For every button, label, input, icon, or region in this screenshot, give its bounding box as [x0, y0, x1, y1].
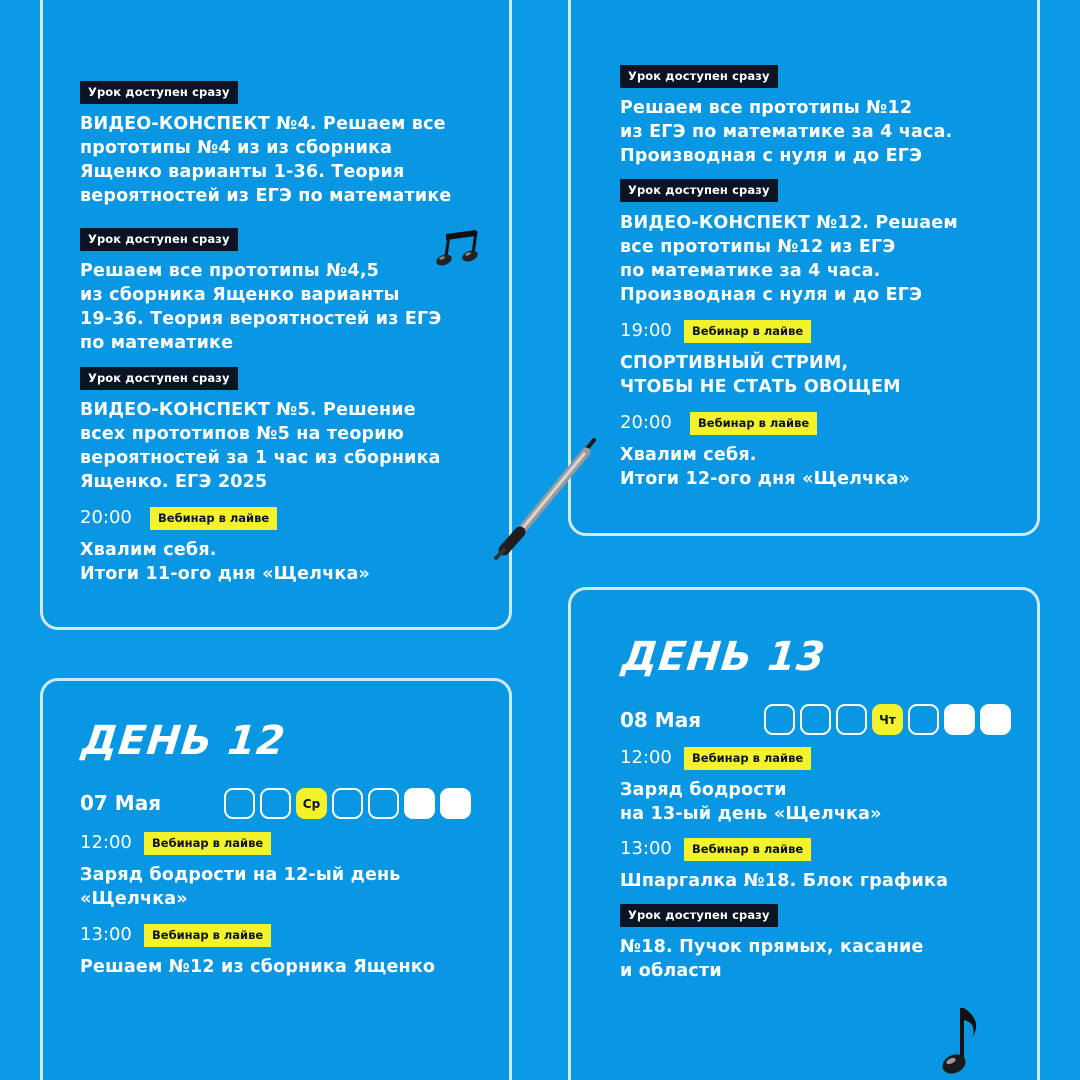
lesson-title — [620, 443, 910, 491]
weekday-box — [368, 788, 399, 819]
badge-available: Урок доступен сразу — [620, 904, 778, 927]
badge-live: Вебинар в лайве — [144, 924, 271, 947]
lesson-title — [80, 863, 401, 911]
title-line: ВИДЕО-КОНСПЕКТ №12. Решаем — [620, 213, 958, 233]
event-time: 12:00 — [80, 832, 132, 853]
title-line: и области — [620, 961, 722, 981]
badge-live: Вебинар в лайве — [150, 507, 277, 530]
title-line: Ященко варианты 1-36. Теория — [80, 162, 405, 182]
event-time: 20:00 — [80, 507, 132, 528]
lesson-title — [620, 351, 901, 399]
title-line: из сборника Ященко варианты — [80, 285, 400, 305]
weekday-box-weekend — [440, 788, 471, 819]
lesson-title — [80, 955, 435, 979]
weekday-box — [764, 704, 795, 735]
title-line: Хвалим себя. — [80, 540, 217, 560]
title-line: всех прототипов №5 на теорию — [80, 424, 404, 444]
weekday-strip — [764, 704, 1011, 735]
lesson-title — [620, 778, 882, 826]
title-line: ВИДЕО-КОНСПЕКТ №5. Решение — [80, 400, 416, 420]
title-line: Производная с нуля и до ЕГЭ — [620, 146, 923, 166]
title-line: Итоги 11-ого дня «Щелчка» — [80, 564, 370, 584]
title-line: Итоги 12-ого дня «Щелчка» — [620, 469, 910, 489]
weekday-box-active: Чт — [872, 704, 903, 735]
lesson-title — [80, 112, 452, 208]
badge-live: Вебинар в лайве — [690, 412, 817, 435]
title-line: ЧТОБЫ НЕ СТАТЬ ОВОЩЕМ — [620, 377, 901, 397]
weekday-box — [332, 788, 363, 819]
event-time: 13:00 — [620, 838, 672, 859]
event-time: 19:00 — [620, 320, 672, 341]
badge-available: Урок доступен сразу — [620, 65, 778, 88]
day-heading: ДЕНЬ 13 — [619, 634, 828, 680]
day-date: 08 Мая — [620, 708, 702, 732]
title-line: №18. Пучок прямых, касание — [620, 937, 924, 957]
badge-live: Вебинар в лайве — [684, 747, 811, 770]
day-heading: ДЕНЬ 12 — [79, 718, 288, 764]
badge-live: Вебинар в лайве — [684, 320, 811, 343]
weekday-box — [836, 704, 867, 735]
title-line: на 13-ый день «Щелчка» — [620, 804, 882, 824]
weekday-box — [224, 788, 255, 819]
lesson-title — [620, 935, 924, 983]
badge-live: Вебинар в лайве — [684, 838, 811, 861]
lesson-title — [620, 869, 948, 893]
lesson-title — [80, 398, 441, 494]
event-time: 12:00 — [620, 747, 672, 768]
event-time: 20:00 — [620, 412, 672, 433]
title-line: вероятностей из ЕГЭ по математике — [80, 186, 452, 206]
title-line: по математике — [80, 333, 234, 353]
badge-available: Урок доступен сразу — [80, 367, 238, 390]
weekday-box — [260, 788, 291, 819]
day-date: 07 Мая — [80, 791, 162, 815]
title-line: 19-36. Теория вероятностей из ЕГЭ — [80, 309, 442, 329]
title-line: Производная с нуля и до ЕГЭ — [620, 285, 923, 305]
title-line: Шпаргалка №18. Блок графика — [620, 871, 949, 891]
title-line: Решаем №12 из сборника Ященко — [80, 957, 436, 977]
badge-available: Урок доступен сразу — [80, 228, 238, 251]
title-line: все прототипы №12 из ЕГЭ — [620, 237, 896, 257]
music-note-icon — [432, 230, 480, 268]
lesson-title — [80, 538, 370, 586]
title-line: ВИДЕО-КОНСПЕКТ №4. Решаем все — [80, 114, 446, 134]
music-note-icon — [934, 1004, 984, 1080]
title-line: по математике за 4 часа. — [620, 261, 881, 281]
event-time: 13:00 — [80, 924, 132, 945]
lesson-title — [620, 211, 958, 307]
pen-icon — [490, 436, 600, 562]
badge-live: Вебинар в лайве — [144, 832, 271, 855]
title-line: Решаем все прототипы №4,5 — [80, 261, 380, 281]
title-line: Хвалим себя. — [620, 445, 757, 465]
title-line: СПОРТИВНЫЙ СТРИМ, — [620, 353, 849, 373]
weekday-box — [908, 704, 939, 735]
weekday-box-weekend — [944, 704, 975, 735]
lesson-title — [620, 96, 952, 168]
title-line: прототипы №4 из из сборника — [80, 138, 393, 158]
badge-available: Урок доступен сразу — [80, 81, 238, 104]
title-line: Заряд бодрости — [620, 780, 787, 800]
title-line: Ященко. ЕГЭ 2025 — [80, 472, 268, 492]
weekday-box-weekend — [404, 788, 435, 819]
title-line: Решаем все прототипы №12 — [620, 98, 913, 118]
lesson-title — [80, 259, 441, 355]
title-line: вероятностей за 1 час из сборника — [80, 448, 441, 468]
title-line: «Щелчка» — [80, 889, 188, 909]
weekday-box-weekend — [980, 704, 1011, 735]
weekday-strip — [224, 788, 471, 819]
title-line: Заряд бодрости на 12-ый день — [80, 865, 401, 885]
weekday-box-active: Ср — [296, 788, 327, 819]
badge-available: Урок доступен сразу — [620, 179, 778, 202]
weekday-box — [800, 704, 831, 735]
title-line: из ЕГЭ по математике за 4 часа. — [620, 122, 953, 142]
